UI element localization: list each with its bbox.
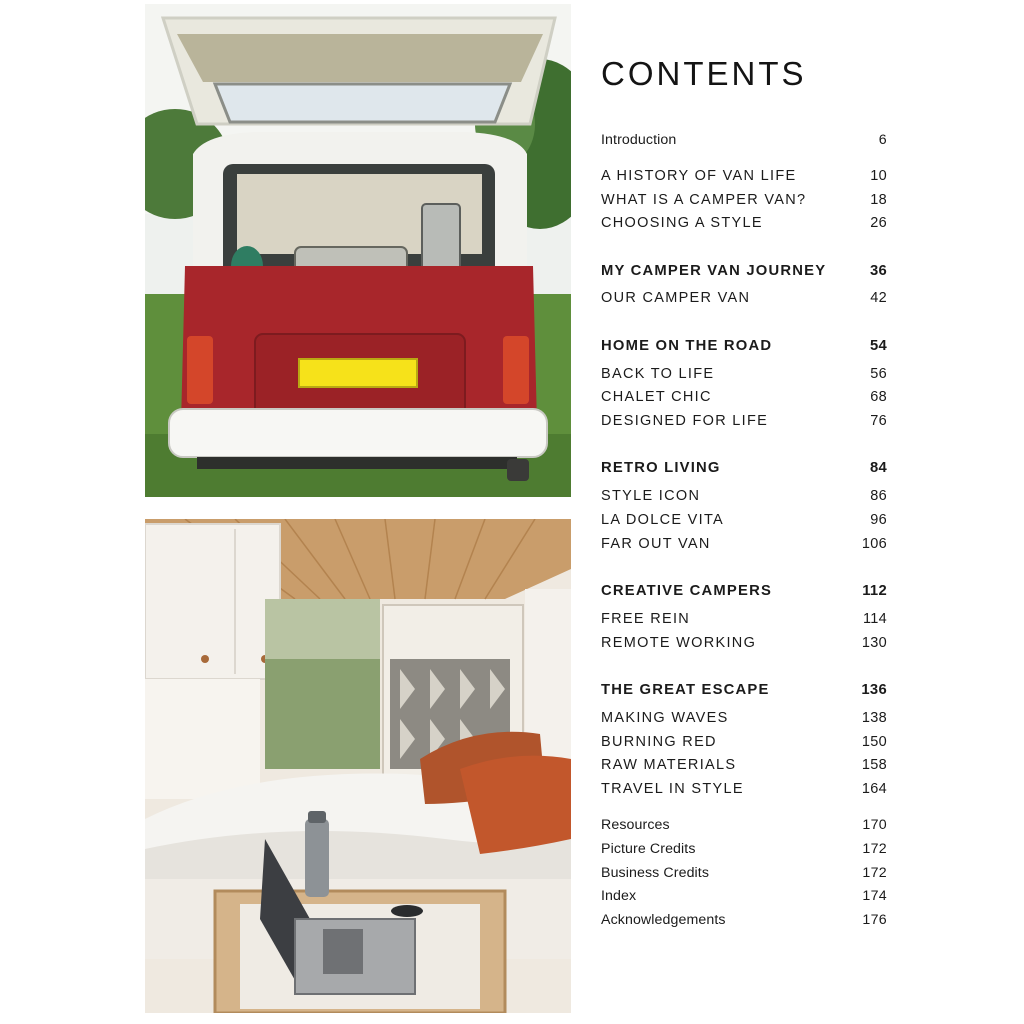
toc-entry-title: STYLE ICON: [601, 488, 701, 505]
toc-entry-title: Introduction: [601, 132, 677, 148]
toc-chapter-title: HOME ON THE ROAD: [601, 337, 773, 354]
toc-entry-title: Index: [601, 888, 637, 905]
toc-chapter-row: [601, 580, 887, 604]
toc-page-number: 86: [870, 488, 887, 505]
toc-entry-row: [601, 533, 887, 557]
toc-entry-row: [601, 386, 887, 410]
toc-entry-row: [601, 608, 887, 632]
toc-page-number: 138: [861, 709, 887, 726]
toc-entry-row: [601, 485, 887, 509]
toc-page-number: 56: [870, 365, 887, 382]
toc-entry-row: [601, 731, 887, 755]
toc-entry-title: BACK TO LIFE: [601, 365, 715, 382]
toc-entry-title: Acknowledgements: [601, 912, 726, 929]
toc-chapter-row: [601, 335, 887, 359]
contents-title: CONTENTS: [601, 55, 807, 92]
toc-entry-title: CHOOSING A STYLE: [601, 215, 763, 232]
toc-entry-row: [601, 778, 887, 802]
toc-page-number: 106: [861, 535, 887, 552]
toc-page-number: 114: [862, 610, 887, 627]
toc-entry-title: Resources: [601, 817, 670, 834]
toc-entry-row: [601, 363, 887, 387]
van-interior-photo: [145, 519, 571, 1013]
toc-entry-title: WHAT IS A CAMPER VAN?: [601, 191, 807, 208]
toc-entry-row: [601, 287, 887, 311]
toc-entry-row: [601, 862, 887, 886]
toc-entry-title: LA DOLCE VITA: [601, 512, 725, 529]
toc-chapter-title: CREATIVE CAMPERS: [601, 583, 773, 600]
toc-page-number: 84: [869, 460, 887, 477]
toc-entry-title: DESIGNED FOR LIFE: [601, 413, 769, 430]
toc-entry-title: A HISTORY OF VAN LIFE: [601, 167, 797, 184]
toc-entry-row: [601, 509, 887, 533]
toc-entry-row: [601, 212, 887, 236]
toc-entry-row: [601, 814, 887, 838]
toc-page-number: 36: [869, 262, 887, 279]
toc-entry-row: [601, 909, 887, 933]
toc-chapter-title: THE GREAT ESCAPE: [601, 682, 770, 699]
toc-entry-title: REMOTE WORKING: [601, 634, 757, 651]
toc-page-number: 96: [870, 512, 887, 529]
toc-page-number: 10: [870, 167, 887, 184]
toc-page-number: 176: [862, 912, 887, 929]
toc-entry-row: [601, 838, 887, 862]
toc-chapter-title: MY CAMPER VAN JOURNEY: [601, 262, 827, 279]
toc-chapter-row: [601, 260, 887, 284]
toc-entry-title: RAW MATERIALS: [601, 757, 737, 774]
toc-chapter-row: [601, 679, 887, 703]
toc-page-number: 130: [861, 634, 887, 651]
toc-entry-title: OUR CAMPER VAN: [601, 290, 751, 307]
toc-page-number: 112: [862, 583, 887, 600]
toc-entry-row: [601, 632, 887, 656]
toc-page-number: 150: [861, 733, 887, 750]
toc-page-number: 172: [862, 864, 887, 881]
table-of-contents: [601, 55, 887, 933]
toc-page-number: 6: [878, 132, 887, 148]
toc-entry-row: [601, 707, 887, 731]
toc-entry-title: TRAVEL IN STYLE: [601, 781, 744, 798]
toc-entry-title: Business Credits: [601, 864, 710, 881]
toc-entry-row: [601, 410, 887, 434]
toc-page-number: 158: [861, 757, 887, 774]
toc-entry-title: MAKING WAVES: [601, 709, 729, 726]
toc-page-number: 174: [862, 888, 887, 905]
toc-entry-title: FAR OUT VAN: [601, 535, 711, 552]
camper-van-rear-photo: [145, 4, 571, 497]
toc-entry-title: BURNING RED: [601, 733, 717, 750]
toc-page-number: 54: [869, 337, 887, 354]
toc-entry-title: FREE REIN: [601, 610, 691, 627]
toc-entry-row: [601, 754, 887, 778]
toc-page-number: 76: [870, 413, 887, 430]
toc-entry-row: [601, 189, 887, 213]
toc-entries: [601, 93, 887, 933]
toc-entry-title: Picture Credits: [601, 840, 696, 857]
toc-entry-row: [601, 165, 887, 189]
toc-page-number: 172: [862, 840, 887, 857]
van-interior-illustration: [145, 519, 571, 1013]
toc-page-number: 164: [861, 781, 887, 798]
toc-entry-row: [601, 129, 887, 153]
toc-page-number: 26: [870, 215, 887, 232]
toc-page-number: 68: [870, 389, 887, 406]
toc-chapter-title: RETRO LIVING: [601, 460, 721, 477]
toc-chapter-row: [601, 457, 887, 481]
camper-van-illustration: [145, 4, 571, 497]
toc-entry-row: [601, 885, 887, 909]
toc-page-number: 18: [870, 191, 887, 208]
toc-page-number: 42: [870, 290, 887, 307]
toc-entry-title: CHALET CHIC: [601, 389, 712, 406]
toc-page-number: 136: [861, 682, 887, 699]
toc-page-number: 170: [862, 817, 887, 834]
